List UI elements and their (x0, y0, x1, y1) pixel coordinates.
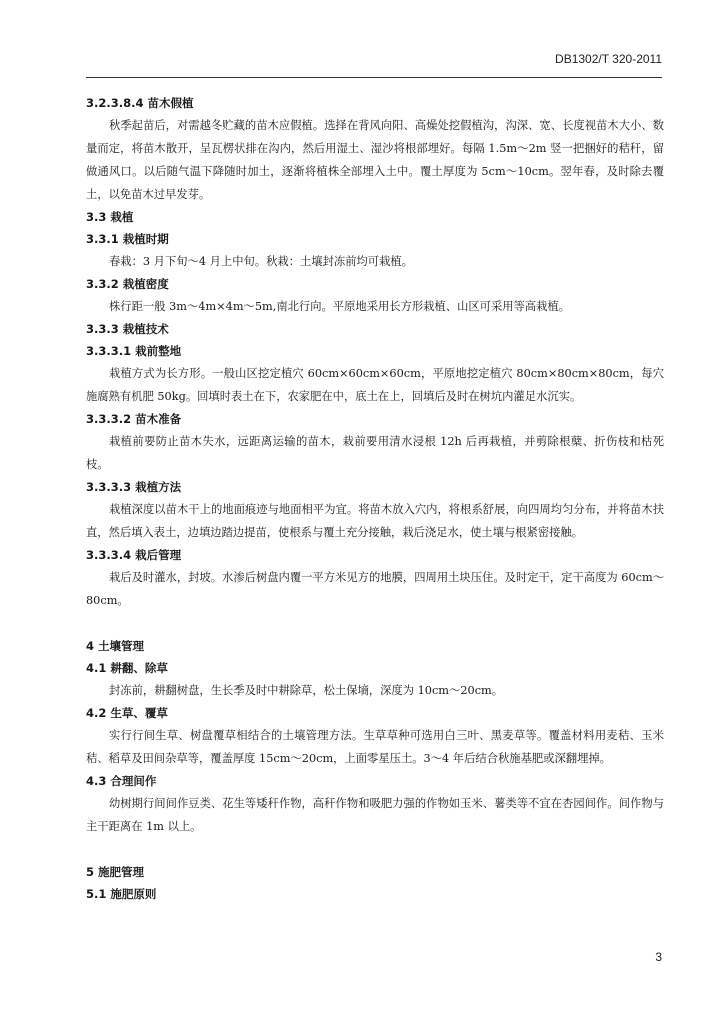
para-tillage: 封冻前，耕翻树盘，生长季及时中耕除草，松土保墒，深度为 10cm～20cm。 (109, 684, 504, 697)
heading-3-2-3-8-4: 3.2.3.8.4 苗木假植 (86, 96, 194, 110)
para-sod-mulch: 实行行间生草、树盘覆草相结合的土壤管理方法。生草草种可选用白三叶、黑麦草等。覆盖材料用麦秸、玉米秸、稻草及田间杂草等，覆盖厚度 15cm～20cm，上面零星压土。3～4 年后结合秋施基肥或深翻埋掉。 (86, 729, 664, 765)
para-after-planting: 栽后及时灌水，封坡。水渗后树盘内覆一平方米见方的地膜，四周用土块压住。及时定干，定干高度为 60cm～80cm。 (86, 571, 664, 607)
para-planting-time: 春栽：3 月下旬～4 月上中旬。秋栽：土壤封冻前均可栽植。 (109, 255, 413, 268)
para-planting-method: 栽植深度以苗木干上的地面痕迹与地面相平为宜。将苗木放入穴内，将根系舒展，向四周均匀分布，并将苗木扶直，然后填入表土，边填边踏边提苗，使根系与覆土充分接触，栽后浇足水，使土壤与根紧密接触。 (86, 503, 664, 539)
section-gap (86, 612, 664, 635)
para-land-prep: 栽植方式为长方形。一般山区挖定植穴 60cm×60cm×60cm，平原地挖定植穴 80cm×80cm×80cm，每穴施腐熟有机肥 50kg。回填时表土在下，农家肥在中，底土在上，回填后及时在树坑内灌足水沉实。 (86, 367, 664, 403)
para-planting-density: 株行距一般 3m～4m×4m～5m,南北行向。平原地采用长方形栽植、山区可采用等高栽植。 (109, 300, 571, 313)
heading-5: 5 施肥管理 (86, 865, 145, 879)
para-intercrop: 幼树期行间间作豆类、花生等矮秆作物，高秆作物和吸肥力强的作物如玉米、薯类等不宜在杏园间作。间作物与主干距离在 1m 以上。 (86, 797, 664, 833)
document-body (86, 92, 664, 905)
heading-3-3-3-3: 3.3.3.3 栽植方法 (86, 480, 182, 494)
document-code: DB1302/T 320-2011 (555, 52, 662, 66)
heading-3-3-2: 3.3.2 栽植密度 (86, 277, 169, 291)
heading-5-1: 5.1 施肥原则 (86, 887, 157, 901)
section-gap (86, 838, 664, 861)
heading-3-3-3: 3.3.3 栽植技术 (86, 322, 169, 336)
heading-3-3: 3.3 栽植 (86, 210, 134, 224)
para-heeling-in: 秋季起苗后，对需越冬贮藏的苗木应假植。选择在背风向阳、高燥处挖假植沟，沟深、宽、长度视苗木大小、数量而定，将苗木散开，呈瓦楞状排在沟内，然后用湿土、湿沙将根部埋好。每隔 1.5m～2m 竖一把捆好的秸秆，留做通风口。以后随气温下降随时加土，逐渐将植株全部埋入土中。覆土厚度为 5cm～10cm。翌年春，及时除去覆土，以免苗木过早发芽。 (86, 119, 664, 201)
heading-3-3-3-4: 3.3.3.4 栽后管理 (86, 548, 182, 562)
heading-3-3-1: 3.3.1 栽植时期 (86, 232, 169, 246)
heading-3-3-3-1: 3.3.3.1 栽前整地 (86, 344, 182, 358)
page-number: 3 (655, 950, 662, 964)
header-rule (86, 77, 662, 78)
heading-4: 4 土壤管理 (86, 639, 145, 653)
heading-3-3-3-2: 3.3.3.2 苗木准备 (86, 412, 182, 426)
para-seedling-prep: 栽植前要防止苗木失水，远距离运输的苗木，栽前要用清水浸根 12h 后再栽植，并剪除根蘖、折伤枝和枯死枝。 (86, 435, 664, 471)
heading-4-2: 4.2 生草、覆草 (86, 706, 168, 720)
heading-4-1: 4.1 耕翻、除草 (86, 661, 168, 675)
heading-4-3: 4.3 合理间作 (86, 774, 157, 788)
